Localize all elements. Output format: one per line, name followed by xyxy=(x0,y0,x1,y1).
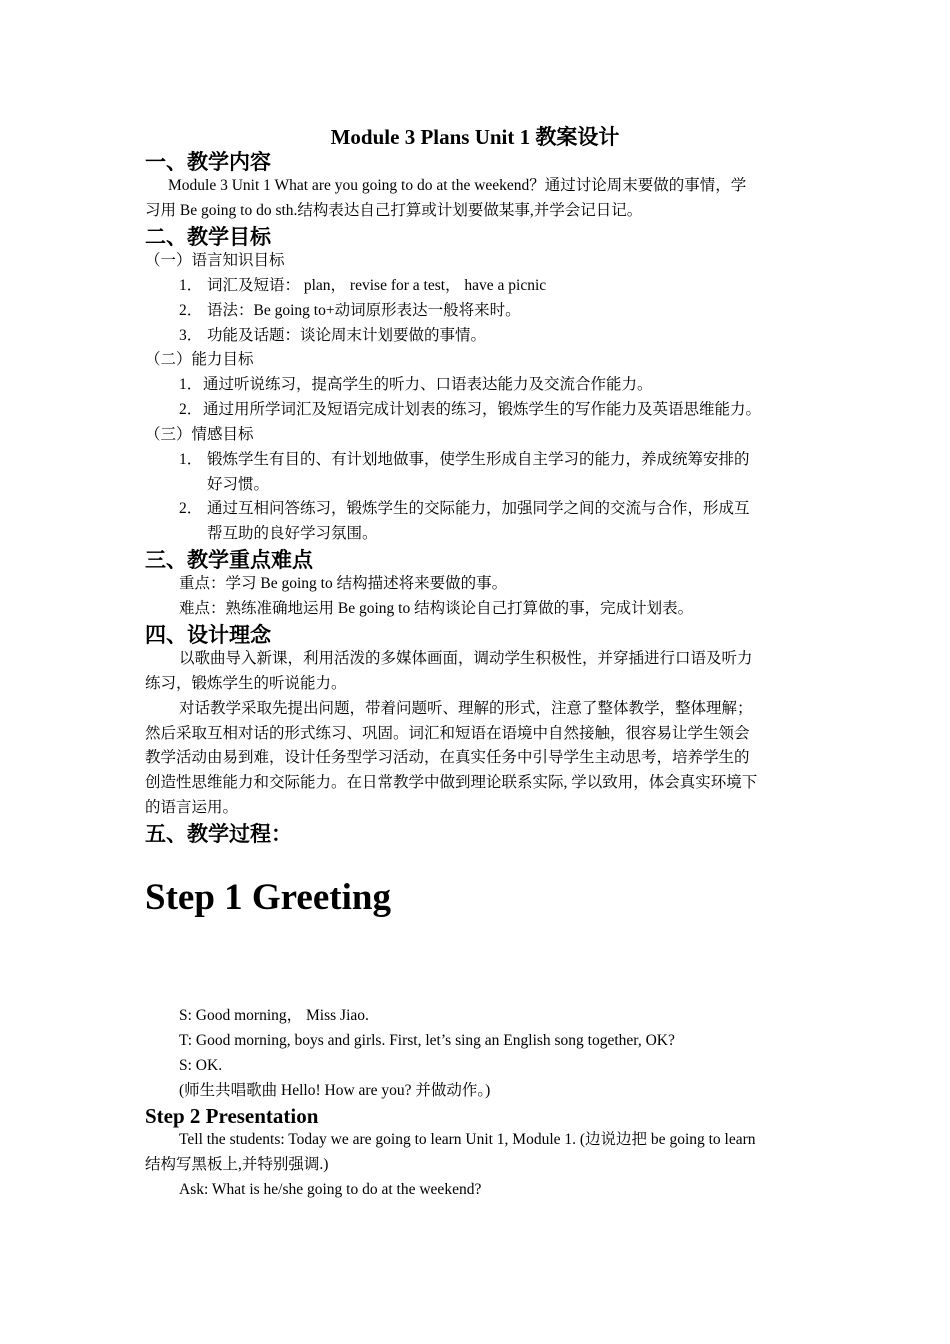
subheading-language: （一）语言知识目标 xyxy=(145,252,285,269)
list-item: 1． 词汇及短语： plan， revise for a test， have a picnic xyxy=(179,277,547,294)
list-item: 1． 锻炼学生有目的、有计划地做事，使学生形成自主学习的能力，养成统筹安排的 xyxy=(179,451,750,468)
step2-heading: Step 2 Presentation xyxy=(145,1104,319,1128)
difficult-point: 难点：熟练准确地运用 Be going to 结构谈论自己打算做的事，完成计划表。 xyxy=(179,600,694,617)
section-heading-process: 五、教学过程： xyxy=(145,822,292,846)
list-item: 3． 功能及话题：谈论周末计划要做的事情。 xyxy=(179,327,487,344)
dialogue-line: T: Good morning, boys and girls. First, let’s sing an English song together, OK? xyxy=(179,1032,675,1049)
section-heading-content: 一、教学内容 xyxy=(145,150,271,174)
list-item: 2．通过用所学词汇及短语完成计划表的练习，锻炼学生的写作能力及英语思维能力。 xyxy=(179,401,762,418)
dialogue-line: S: Good morning， Miss Jiao. xyxy=(179,1007,369,1024)
list-item: 2． 通过互相问答练习，锻炼学生的交际能力，加强同学之间的交流与合作，形成互 xyxy=(179,500,750,517)
design-text: 然后采取互相对话的形式练习、巩固。词汇和短语在语境中自然接触，很容易让学生领会 xyxy=(145,725,750,742)
content-line-2: 习用 Be going to do sth.结构表达自己打算或计划要做某事,并学会记日记。 xyxy=(145,202,643,219)
content-line-1: Module 3 Unit 1 What are you going to do at the weekend？通过讨论周末要做的事情，学 xyxy=(168,177,747,194)
design-text: 教学活动由易到难，设计任务型学习活动，在真实任务中引导学生主动思考，培养学生的 xyxy=(145,749,750,766)
list-item-continuation: 好习惯。 xyxy=(207,476,270,493)
presentation-text: Ask: What is he/she going to do at the weekend? xyxy=(179,1181,482,1198)
document-title: Module 3 Plans Unit 1 教案设计 xyxy=(330,125,620,149)
section-heading-keypoints: 三、教学重点难点 xyxy=(145,548,313,572)
design-text: 创造性思维能力和交际能力。在日常教学中做到理论联系实际, 学以致用，体会真实环境下 xyxy=(145,774,758,791)
section-heading-objectives: 二、教学目标 xyxy=(145,225,271,249)
dialogue-line: (师生共唱歌曲 Hello! How are you? 并做动作。) xyxy=(179,1082,491,1099)
presentation-text: Tell the students: Today we are going to learn Unit 1, Module 1. (边说边把 be going to learn xyxy=(179,1131,756,1148)
design-text: 对话教学采取先提出问题，带着问题听、理解的形式，注意了整体教学，整体理解； xyxy=(179,700,753,717)
design-text: 以歌曲导入新课，利用活泼的多媒体画面，调动学生积极性，并穿插进行口语及听力 xyxy=(179,650,753,667)
list-item: 2． 语法：Be going to+动词原形表达一般将来时。 xyxy=(179,302,521,319)
design-text: 练习，锻炼学生的听说能力。 xyxy=(145,675,347,692)
presentation-text: 结构写黑板上,并特别强调.) xyxy=(145,1156,329,1173)
subheading-emotion: （三）情感目标 xyxy=(145,426,254,443)
section-heading-design: 四、设计理念 xyxy=(145,623,271,647)
dialogue-line: S: OK. xyxy=(179,1057,223,1074)
list-item-continuation: 帮互助的良好学习氛围。 xyxy=(207,525,378,542)
step1-heading: Step 1 Greeting xyxy=(145,877,391,918)
list-item: 1．通过听说练习，提高学生的听力、口语表达能力及交流合作能力。 xyxy=(179,376,653,393)
subheading-ability: （二）能力目标 xyxy=(145,351,254,368)
key-point: 重点：学习 Be going to 结构描述将来要做的事。 xyxy=(179,575,508,592)
design-text: 的语言运用。 xyxy=(145,799,239,816)
